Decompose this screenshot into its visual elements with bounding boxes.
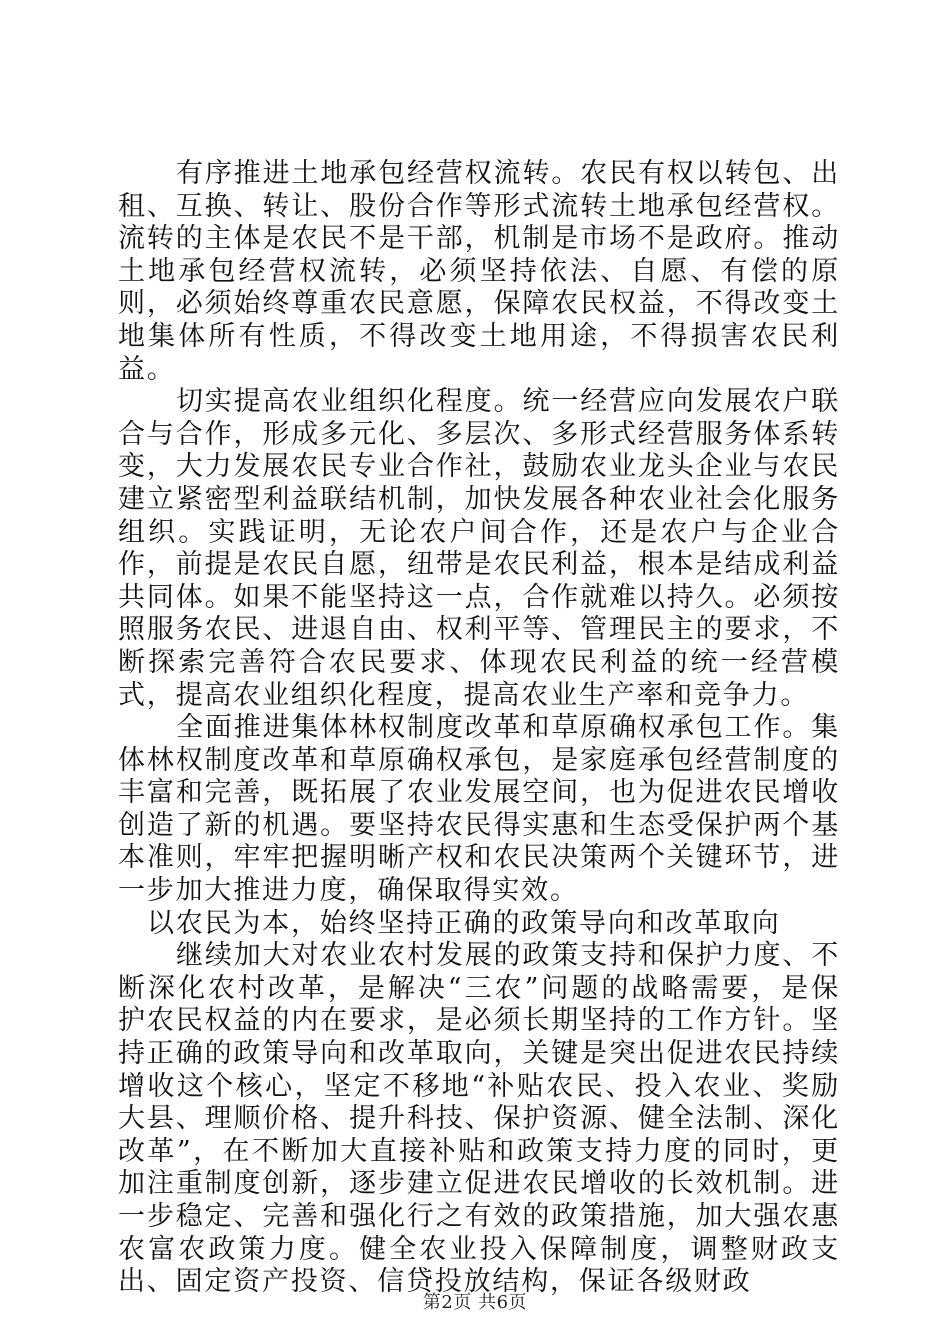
document-body: [118, 158, 840, 1299]
paragraph-policy: 继续加大对农业农村发展的政策支持和保护力度、不断深化农村改革，是解决“三农”问题的战略需要，是保护农民权益的内在要求，是必须长期坚持的工作方针。坚持正确的政策导向和改革取向，关键是突出促进农民持续增收这个核心，坚定不移地“补贴农民、投入农业、奖励大县、理顺价格、提升科技、保护资源、健全法制、深化改革”，在不断加大直接补贴和政策支持力度的同时，更加注重制度创新，逐步建立促进农民增收的长效机制。进一步稳定、完善和强化行之有效的政策措施，加大强农惠农富农政策力度。健全农业投入保障制度，调整财政支出、固定资产投资、信贷投放结构，保证各级财政: [118, 940, 840, 1298]
paragraph-forest-reform: 全面推进集体林权制度改革和草原确权承包工作。集体林权制度改革和草原确权承包，是家庭承包经营制度的丰富和完善，既拓展了农业发展空间，也为促进农民增收创造了新的机遇。要坚持农民得实惠和生态受保护两个基本准则，牢牢把握明晰产权和农民决策两个关键环节，进一步加大推进力度，确保取得实效。: [118, 712, 840, 907]
page-footer: 第2页 共6页: [422, 1292, 528, 1313]
section-heading: 以农民为本，始终坚持正确的政策导向和改革取向: [147, 907, 781, 939]
paragraph-organization: 切实提高农业组织化程度。统一经营应向发展农户联合与合作，形成多元化、多层次、多形式经营服务体系转变，大力发展农民专业合作社，鼓励农业龙头企业与农民建立紧密型利益联结机制，加快发展各种农业社会化服务组织。实践证明，无论农户间合作，还是农户与企业合作，前提是农民自愿，纽带是农民利益，根本是结成利益共同体。如果不能坚持这一点，合作就难以持久。必须按照服务农民、进退自由、权利平等、管理民主的要求，不断探索完善符合农民要求、体现农民利益的统一经营模式，提高农业组织化程度，提高农业生产率和竞争力。: [118, 386, 840, 711]
paragraph-land-transfer: 有序推进土地承包经营权流转。农民有权以转包、出租、互换、转让、股份合作等形式流转土地承包经营权。流转的主体是农民不是干部，机制是市场不是政府。推动土地承包经营权流转，必须坚持依法、自愿、有偿的原则，必须始终尊重农民意愿，保障农民权益，不得改变土地集体所有性质，不得改变土地用途，不得损害农民利益。: [118, 158, 840, 385]
